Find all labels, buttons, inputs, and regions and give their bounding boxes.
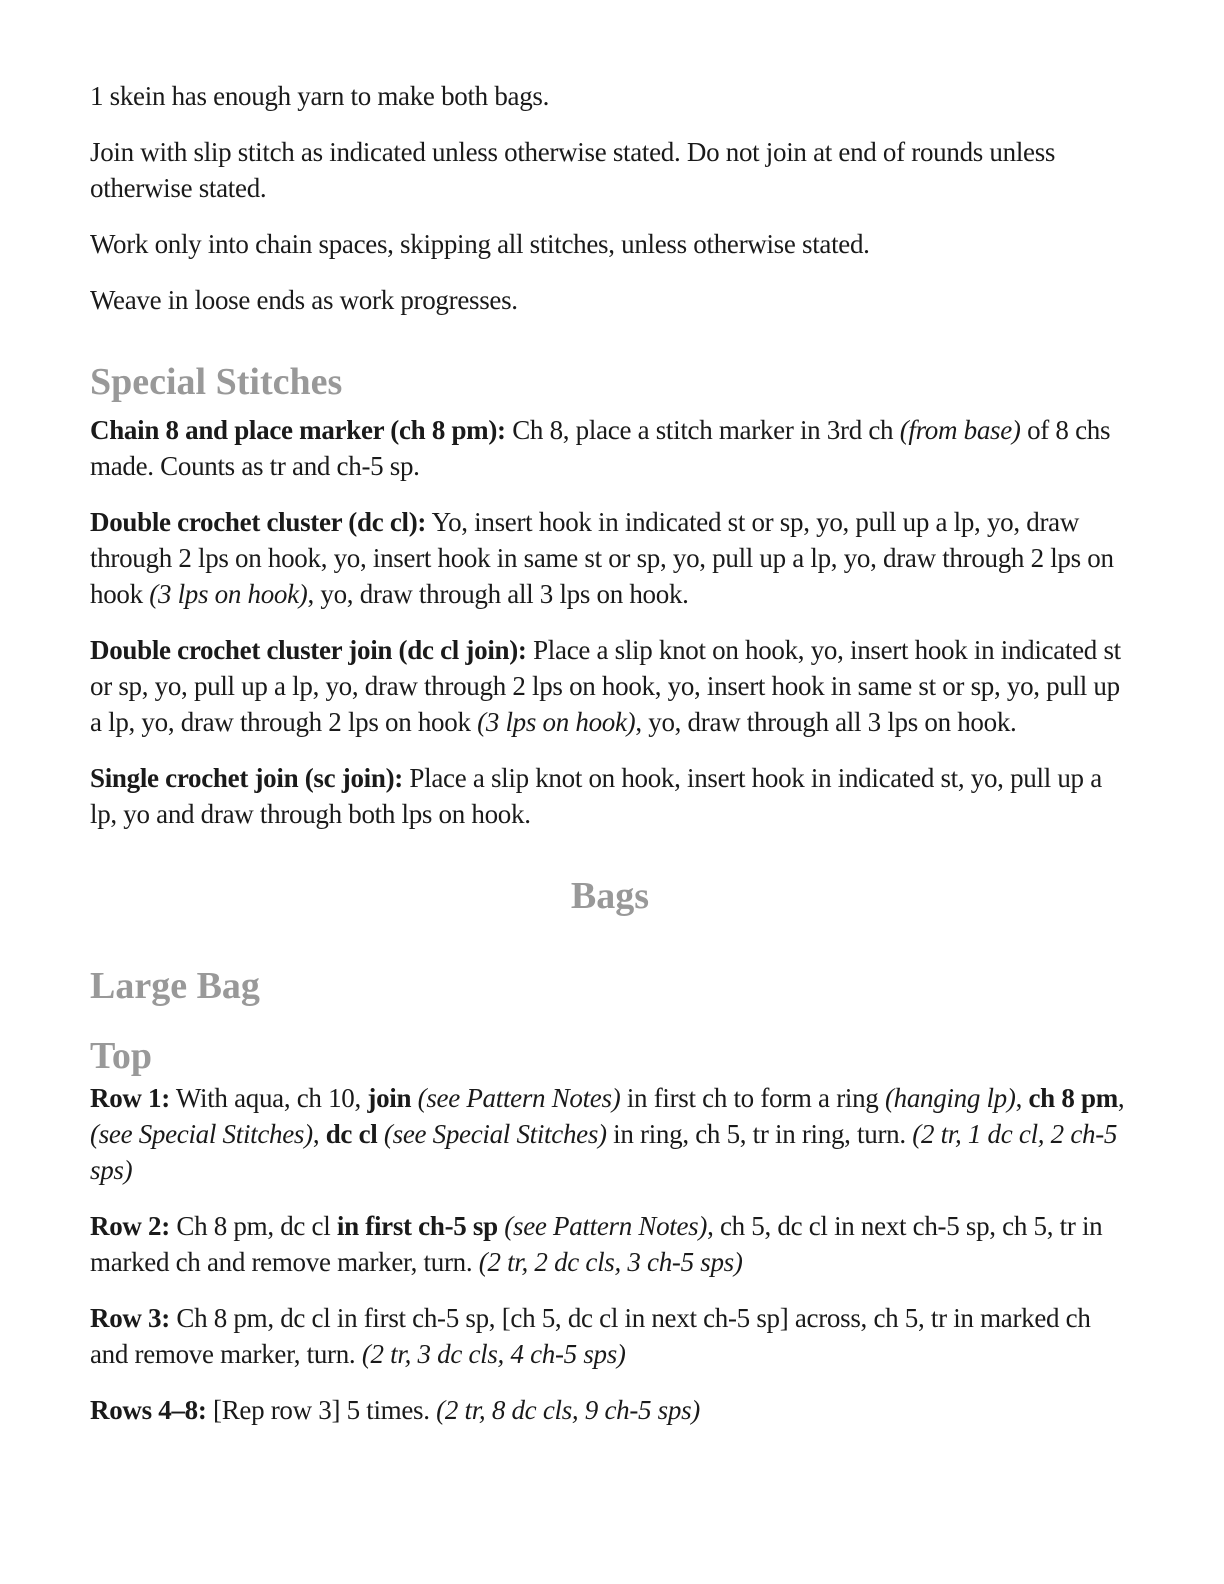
row-1-note: (see Special Stitches) [90,1119,313,1149]
stitch-ch8pm-term: Chain 8 and place marker (ch 8 pm): [90,415,506,445]
row-1-note: (see Pattern Notes) [411,1083,621,1113]
rows-4-8-label: Rows 4–8: [90,1395,207,1425]
stitch-scjoin [90,760,1130,832]
row-1-text: With aqua, ch 10, [169,1083,368,1113]
row-2-text: , ch 5, dc cl in next ch-5 sp, ch 5, tr in marked ch and remove marker, turn. [90,1211,1103,1277]
row-1-label: Row 1: [90,1083,170,1113]
note-join: Join with slip stitch as indicated unless otherwise stated. Do not join at end of rounds unless otherwise stated. [90,137,1056,203]
stitch-ch8pm-text2: of 8 chs made. Counts as tr and ch-5 sp. [90,415,1111,481]
top-heading: Top [90,1035,152,1077]
note-chain-spaces: Work only into chain spaces, skipping all stitches, unless otherwise stated. [90,229,870,259]
stitch-dccljoin-text2: , yo, draw through all 3 lps on hook. [635,707,1017,737]
row-3-label: Row 3: [90,1303,170,1333]
row-1-text: , [312,1119,326,1149]
special-stitches-heading: Special Stitches [90,361,343,403]
row-1-dccl: dc cl [325,1119,378,1149]
row-1-join: join [367,1083,412,1113]
rows-4-8-text: [Rep row 3] 5 times. [206,1395,437,1425]
stitch-ch8pm [90,412,1130,484]
large-bag-heading: Large Bag [90,965,260,1007]
stitch-dccl-italic: (3 lps on hook) [149,579,308,609]
row-2-note: (see Pattern Notes) [497,1211,708,1241]
row-2-count: (2 tr, 2 dc cls, 3 ch-5 sps) [478,1247,743,1277]
note-skein: 1 skein has enough yarn to make both bags. [90,81,550,111]
row-3-text: Ch 8 pm, dc cl in first ch-5 sp, [ch 5, dc cl in next ch-5 sp] across, ch 5, tr in marked ch and remove marker, turn. [90,1303,1091,1369]
stitch-dccl-term: Double crochet cluster (dc cl): [90,507,427,537]
stitch-ch8pm-italic: (from base) [899,415,1021,445]
row-1-text: , [1015,1083,1029,1113]
stitch-dccl-text1: Yo, insert hook in indicated st or sp, yo, pull up a lp, yo, draw through 2 lps on hook, yo, insert hook in same st or sp, yo, pull up a lp, yo, draw through 2 lps on hook [90,507,1114,609]
row-1-note: (see Special Stitches) [377,1119,607,1149]
row-1-text: , [1117,1083,1125,1113]
document-page [90,78,1130,1428]
stitch-dccl-text2: , yo, draw through all 3 lps on hook. [307,579,689,609]
row-3-count: (2 tr, 3 dc cls, 4 ch-5 sps) [361,1339,626,1369]
stitch-scjoin-term: Single crochet join (sc join): [90,763,403,793]
row-1-note: (hanging lp) [884,1083,1016,1113]
rows-4-8-count: (2 tr, 8 dc cls, 9 ch-5 sps) [436,1395,700,1425]
row-1-ch8pm: ch 8 pm [1028,1083,1118,1113]
row-1 [90,1080,1130,1188]
row-1-count: (2 tr, 1 dc cl, 2 ch-5 sps) [90,1119,1118,1185]
stitch-dccljoin-term: Double crochet cluster join (dc cl join): [90,635,527,665]
stitch-ch8pm-text1: Ch 8, place a stitch marker in 3rd ch [505,415,900,445]
stitch-dccljoin [90,632,1130,740]
stitch-dccl [90,504,1130,612]
row-2 [90,1208,1130,1280]
bags-heading: Bags [570,875,650,917]
row-1-text: in first ch to form a ring [620,1083,885,1113]
stitch-dccljoin-italic: (3 lps on hook) [477,707,636,737]
row-3 [90,1300,1130,1372]
stitch-scjoin-text1: Place a slip knot on hook, insert hook in indicated st, yo, pull up a lp, yo and draw through both lps on hook. [90,763,1102,829]
stitch-dccljoin-text1: Place a slip knot on hook, yo, insert hook in indicated st or sp, yo, pull up a lp, yo, draw through 2 lps on hook, yo, insert hook in same st or sp, yo, pull up a lp, yo, draw through 2 lps on hook [90,635,1121,737]
note-loose-ends: Weave in loose ends as work progresses. [90,285,518,315]
row-2-first-sp: in first ch-5 sp [336,1211,498,1241]
row-2-text: Ch 8 pm, dc cl [169,1211,337,1241]
row-2-label: Row 2: [90,1211,170,1241]
row-1-text: in ring, ch 5, tr in ring, turn. [606,1119,913,1149]
rows-4-8 [90,1392,1130,1428]
